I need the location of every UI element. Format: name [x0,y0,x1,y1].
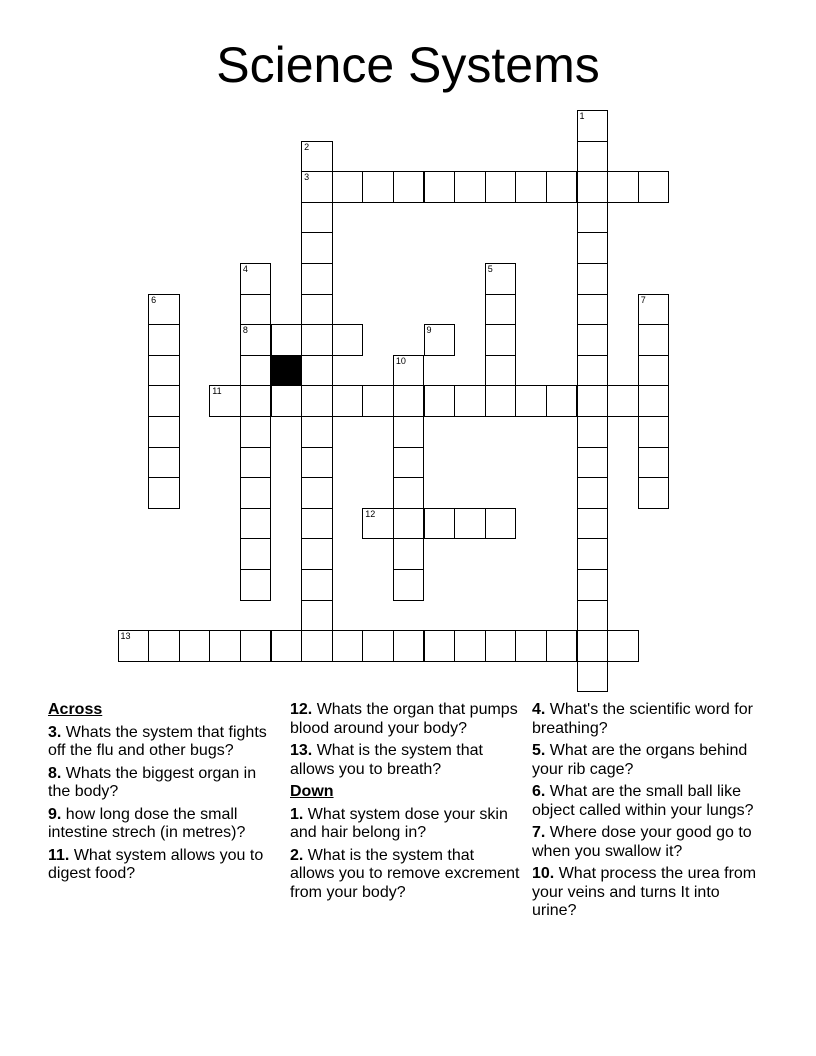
grid-cell[interactable] [424,171,456,203]
grid-cell[interactable] [577,569,609,601]
grid-cell[interactable] [301,477,333,509]
grid-cell[interactable] [148,324,180,356]
clue-number-label: 8 [242,325,248,336]
across-clue-12[interactable] [290,701,522,738]
grid-cell[interactable] [301,141,333,173]
grid-cell[interactable] [577,171,609,203]
grid-cell[interactable] [515,171,547,203]
down-clue-1[interactable] [290,806,522,843]
grid-cell[interactable] [393,477,425,509]
grid-cell[interactable] [515,385,547,417]
grid-cell[interactable] [577,447,609,479]
clue-number: 6. [532,783,546,800]
clue-number: 8. [48,764,62,782]
grid-cell[interactable] [148,447,180,479]
grid-cell[interactable] [332,171,364,203]
clue-number-label: 10 [395,355,406,366]
grid-cell[interactable] [393,569,425,601]
grid-cell[interactable] [607,385,639,417]
clue-number-label: 2 [304,141,310,152]
grid-cell[interactable] [638,294,670,326]
clue-number-label: 1 [579,111,585,121]
grid-cell[interactable] [424,630,456,662]
grid-block [271,355,303,387]
grid-cell[interactable] [209,630,241,662]
grid-cell[interactable] [393,416,425,448]
puzzle-title: Science Systems [216,37,600,93]
grid-cell[interactable] [301,324,333,356]
clue-number-label: 12 [365,508,376,519]
grid-cell[interactable] [577,600,609,632]
grid-cell[interactable] [301,416,333,448]
across-clue-13[interactable] [290,742,522,779]
grid-cell[interactable] [577,416,609,448]
grid-cell[interactable] [577,141,609,173]
grid-cell[interactable] [393,630,425,662]
clue-number: 3. [48,723,62,741]
grid-cell[interactable] [301,600,333,632]
clue-number: 5. [532,742,546,759]
grid-cell[interactable] [209,385,241,417]
clue-number: 1. [290,805,304,823]
grid-cell[interactable] [148,355,180,387]
grid-cell[interactable] [485,385,517,417]
grid-cell[interactable] [485,263,517,295]
clue-text: Whats the organ that pumps blood around your body? [290,701,518,737]
grid-cell[interactable] [240,355,272,387]
clue-number-label: 5 [487,264,493,274]
clue-text: What system allows you to digest food? [48,846,264,882]
clue-number: 2. [290,846,304,864]
grid-cell[interactable] [362,385,394,417]
clue-text: how long dose the small intestine strech (in metres)? [48,805,246,841]
grid-cell[interactable] [179,630,211,662]
across-clue-9[interactable] [48,806,280,843]
grid-cell[interactable] [546,171,578,203]
grid-cell[interactable] [485,294,517,326]
grid-cell[interactable] [485,324,517,356]
grid-cell[interactable] [240,508,272,540]
grid-cell[interactable] [424,508,456,540]
across-clue-11[interactable] [48,847,280,884]
grid-cell[interactable] [393,508,425,540]
grid-cell[interactable] [577,324,609,356]
clue-number: 11. [48,846,70,864]
grid-cell[interactable] [577,630,609,662]
across-heading: Across [48,701,103,718]
grid-cell[interactable] [577,202,609,234]
clue-number: 7. [532,824,546,841]
clue-number: 10. [532,865,555,882]
grid-cell[interactable] [485,630,517,662]
clue-text: What are the small ball like object called within your lungs? [532,783,754,819]
grid-cell[interactable] [638,355,670,387]
grid-cell[interactable] [240,385,272,417]
grid-cell[interactable] [118,630,150,662]
clue-number-label: 13 [120,631,131,642]
grid-cell[interactable] [546,385,578,417]
clue-number-label: 7 [640,294,646,305]
grid-cell[interactable] [515,630,547,662]
clue-number-label: 3 [304,172,310,183]
grid-cell[interactable] [638,385,670,417]
grid-cell[interactable] [577,508,609,540]
down-clue-7[interactable] [532,824,764,861]
grid-cell[interactable] [393,538,425,570]
grid-cell[interactable] [577,385,609,417]
down-clue-5[interactable] [532,742,764,779]
grid-cell[interactable] [240,324,272,356]
grid-cell[interactable] [301,508,333,540]
grid-cell[interactable] [240,294,272,326]
grid-cell[interactable] [240,569,272,601]
clue-number: 4. [532,701,546,718]
across-clue-3[interactable] [48,724,280,761]
grid-cell[interactable] [148,477,180,509]
grid-cell[interactable] [301,385,333,417]
grid-cell[interactable] [638,477,670,509]
grid-cell[interactable] [240,416,272,448]
grid-cell[interactable] [638,447,670,479]
grid-cell[interactable] [454,171,486,203]
grid-cell[interactable] [454,508,486,540]
down-clue-6[interactable] [532,783,764,820]
grid-cell[interactable] [301,447,333,479]
clue-text: What process the urea from your veins and turns It into urine? [532,865,757,919]
clue-number: 13. [290,742,313,759]
clue-text: What is the system that allows you to remove excrement from your body? [290,846,520,901]
clue-text: What is the system that allows you to breath? [290,742,483,778]
grid-cell[interactable] [577,263,609,295]
grid-cell[interactable] [424,385,456,417]
grid-cell[interactable] [301,263,333,295]
grid-cell[interactable] [301,355,333,387]
grid-cell[interactable] [607,630,639,662]
clue-number-label: 4 [242,264,248,274]
grid-cell[interactable] [546,630,578,662]
clue-column-1 [48,701,280,888]
across-clue-8[interactable] [48,765,280,802]
grid-cell[interactable] [454,385,486,417]
grid-cell[interactable] [485,355,517,387]
grid-cell[interactable] [393,447,425,479]
clue-text: Whats the biggest organ in the body? [48,764,257,800]
clue-number-label: 6 [151,294,157,305]
grid-cell[interactable] [577,661,609,693]
grid-cell[interactable] [638,171,670,203]
grid-cell[interactable] [577,477,609,509]
grid-cell[interactable] [240,263,272,295]
grid-cell[interactable] [332,324,364,356]
grid-cell[interactable] [393,385,425,417]
grid-cell[interactable] [148,294,180,326]
grid-cell[interactable] [577,355,609,387]
clue-number-label: 11 [212,386,222,397]
grid-cell[interactable] [485,171,517,203]
clue-number-label: 9 [426,325,432,336]
grid-cell[interactable] [332,630,364,662]
grid-cell[interactable] [638,416,670,448]
grid-cell[interactable] [148,630,180,662]
grid-cell[interactable] [332,385,364,417]
grid-cell[interactable] [301,232,333,264]
down-clue-2[interactable] [290,847,522,903]
clue-number: 9. [48,805,62,823]
clue-text: Whats the system that fights off the flu and other bugs? [48,723,267,759]
grid-cell[interactable] [240,447,272,479]
grid-cell[interactable] [454,630,486,662]
grid-cell[interactable] [301,538,333,570]
clue-text: What system dose your skin and hair belong in? [290,805,508,841]
grid-cell[interactable] [362,171,394,203]
grid-cell[interactable] [577,232,609,264]
down-clue-10[interactable] [532,865,764,921]
grid-cell[interactable] [301,171,333,203]
grid-cell[interactable] [577,538,609,570]
grid-cell[interactable] [240,538,272,570]
grid-cell[interactable] [393,355,425,387]
down-heading: Down [290,783,334,800]
grid-cell[interactable] [301,630,333,662]
grid-cell[interactable] [607,171,639,203]
down-clue-4[interactable] [532,701,764,738]
grid-cell[interactable] [271,385,303,417]
grid-cell[interactable] [271,630,303,662]
grid-cell[interactable] [240,630,272,662]
clue-text: What's the scientific word for breathing? [532,701,753,737]
grid-cell[interactable] [148,385,180,417]
grid-cell[interactable] [271,324,303,356]
grid-cell[interactable] [577,110,609,142]
grid-cell[interactable] [148,416,180,448]
grid-cell[interactable] [301,202,333,234]
clue-number: 12. [290,701,313,718]
grid-cell[interactable] [362,630,394,662]
clue-column-3 [532,701,764,925]
grid-cell[interactable] [424,324,456,356]
clue-column-2 [290,701,522,906]
clue-text: Where dose your good go to when you swallow it? [532,824,752,860]
grid-cell[interactable] [240,477,272,509]
grid-cell[interactable] [638,324,670,356]
grid-cell[interactable] [362,508,394,540]
grid-cell[interactable] [301,294,333,326]
grid-cell[interactable] [393,171,425,203]
grid-cell[interactable] [301,569,333,601]
grid-cell[interactable] [485,508,517,540]
clue-text: What are the organs behind your rib cage? [532,742,748,778]
grid-cell[interactable] [577,294,609,326]
